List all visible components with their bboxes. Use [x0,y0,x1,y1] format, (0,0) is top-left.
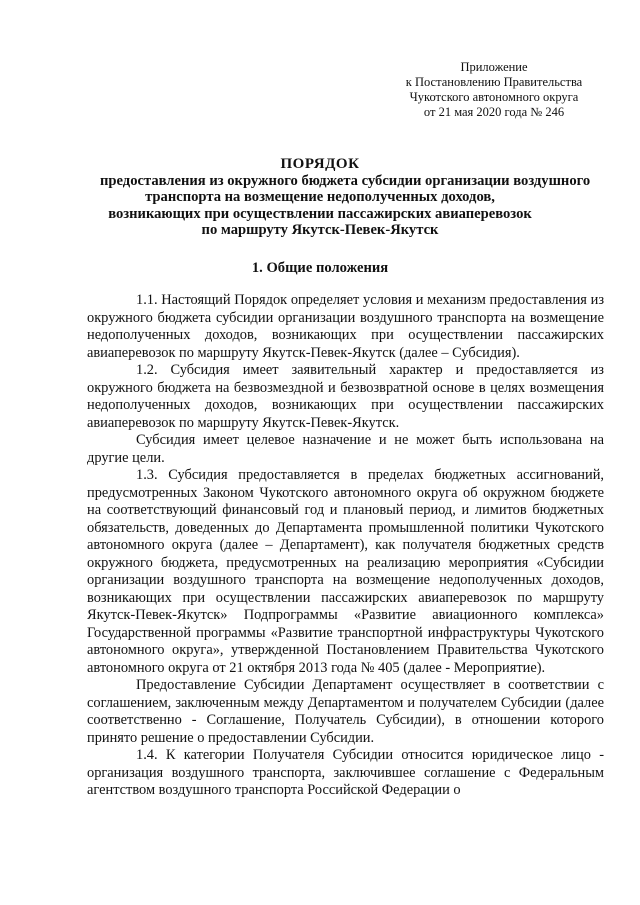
appendix-date-number: от 21 мая 2020 года № 246 [423,105,565,119]
document-title [100,156,591,239]
paragraph-1-4: 1.4. К категории Получателя Субсидии относится юридическое лицо - организация воздушного транспорта, заключившее соглашение с Федеральным агентством воздушного транспорта Российской Федерации о [87,747,604,798]
document-body [87,292,604,800]
paragraph-1-3-agreement: Предоставление Субсидии Департамент осуществляет в соответствии с соглашением, заключенным между Департаментом и получателем Субсидии (далее соответственно - Соглашение, Получатель Субсидии), в отношении которого принято решение о предоставлении Субсидии. [87,677,604,746]
appendix-header [388,60,600,120]
title-main: ПОРЯДОК [280,156,360,172]
title-line-3: возникающих при осуществлении пассажирских авиаперевозок [108,205,532,222]
appendix-label: Приложение [460,60,528,74]
title-line-4: по маршруту Якутск-Певек-Якутск [201,222,439,238]
paragraph-1-2: 1.2. Субсидия имеет заявительный характер и предоставляется из окружного бюджета на безвозмездной и безвозвратной основе в целях возмещения недополученных доходов, возникающих при осуществлении пассажирских авиаперевозок по маршруту Якутск-Певек-Якутск. [87,362,604,431]
title-line-1: предоставления из окружного бюджета субсидии организации воздушного [100,172,591,189]
appendix-region: Чукотского автономного округа [409,90,579,104]
paragraph-1-3: 1.3. Субсидия предоставляется в пределах бюджетных ассигнований, предусмотренных Законом Чукотского автономного округа об окружном бюджете на соответствующий финансовый год и плановый период, и лимитов бюджетных обязательств, доведенных до Департамента промышленной политики Чукотского автономного округа (далее – Департамент), как получателя бюджетных средств окружного бюджета, предусмотренных на реализацию мероприятия «Субсидии организации воздушного транспорта на возмещение недополученных доходов, возникающих при осуществлении пассажирских авиаперевозок по маршруту Якутск-Певек-Якутск» Подпрограммы «Развитие авиационного комплекса» Государственной программы «Развитие транспортной инфраструктуры Чукотского автономного округа», утвержденной Постановлением Правительства Чукотского автономного округа от 21 октября 2013 года № 405 (далее - Мероприятие). [87,467,604,676]
paragraph-1-1: 1.1. Настоящий Порядок определяет условия и механизм предоставления из окружного бюджета субсидии организации воздушного транспорта на возмещение недополученных доходов, возникающих при осуществлении пассажирских авиаперевозок по маршруту Якутск-Певек-Якутск (далее – Субсидия). [87,292,604,361]
section-heading: 1. Общие положения [251,260,389,276]
appendix-resolution-ref: к Постановлению Правительства [405,75,583,89]
title-line-2: транспорта на возмещение недополученных доходов, [145,189,495,205]
paragraph-1-2-purpose: Субсидия имеет целевое назначение и не может быть использована на другие цели. [87,432,604,466]
